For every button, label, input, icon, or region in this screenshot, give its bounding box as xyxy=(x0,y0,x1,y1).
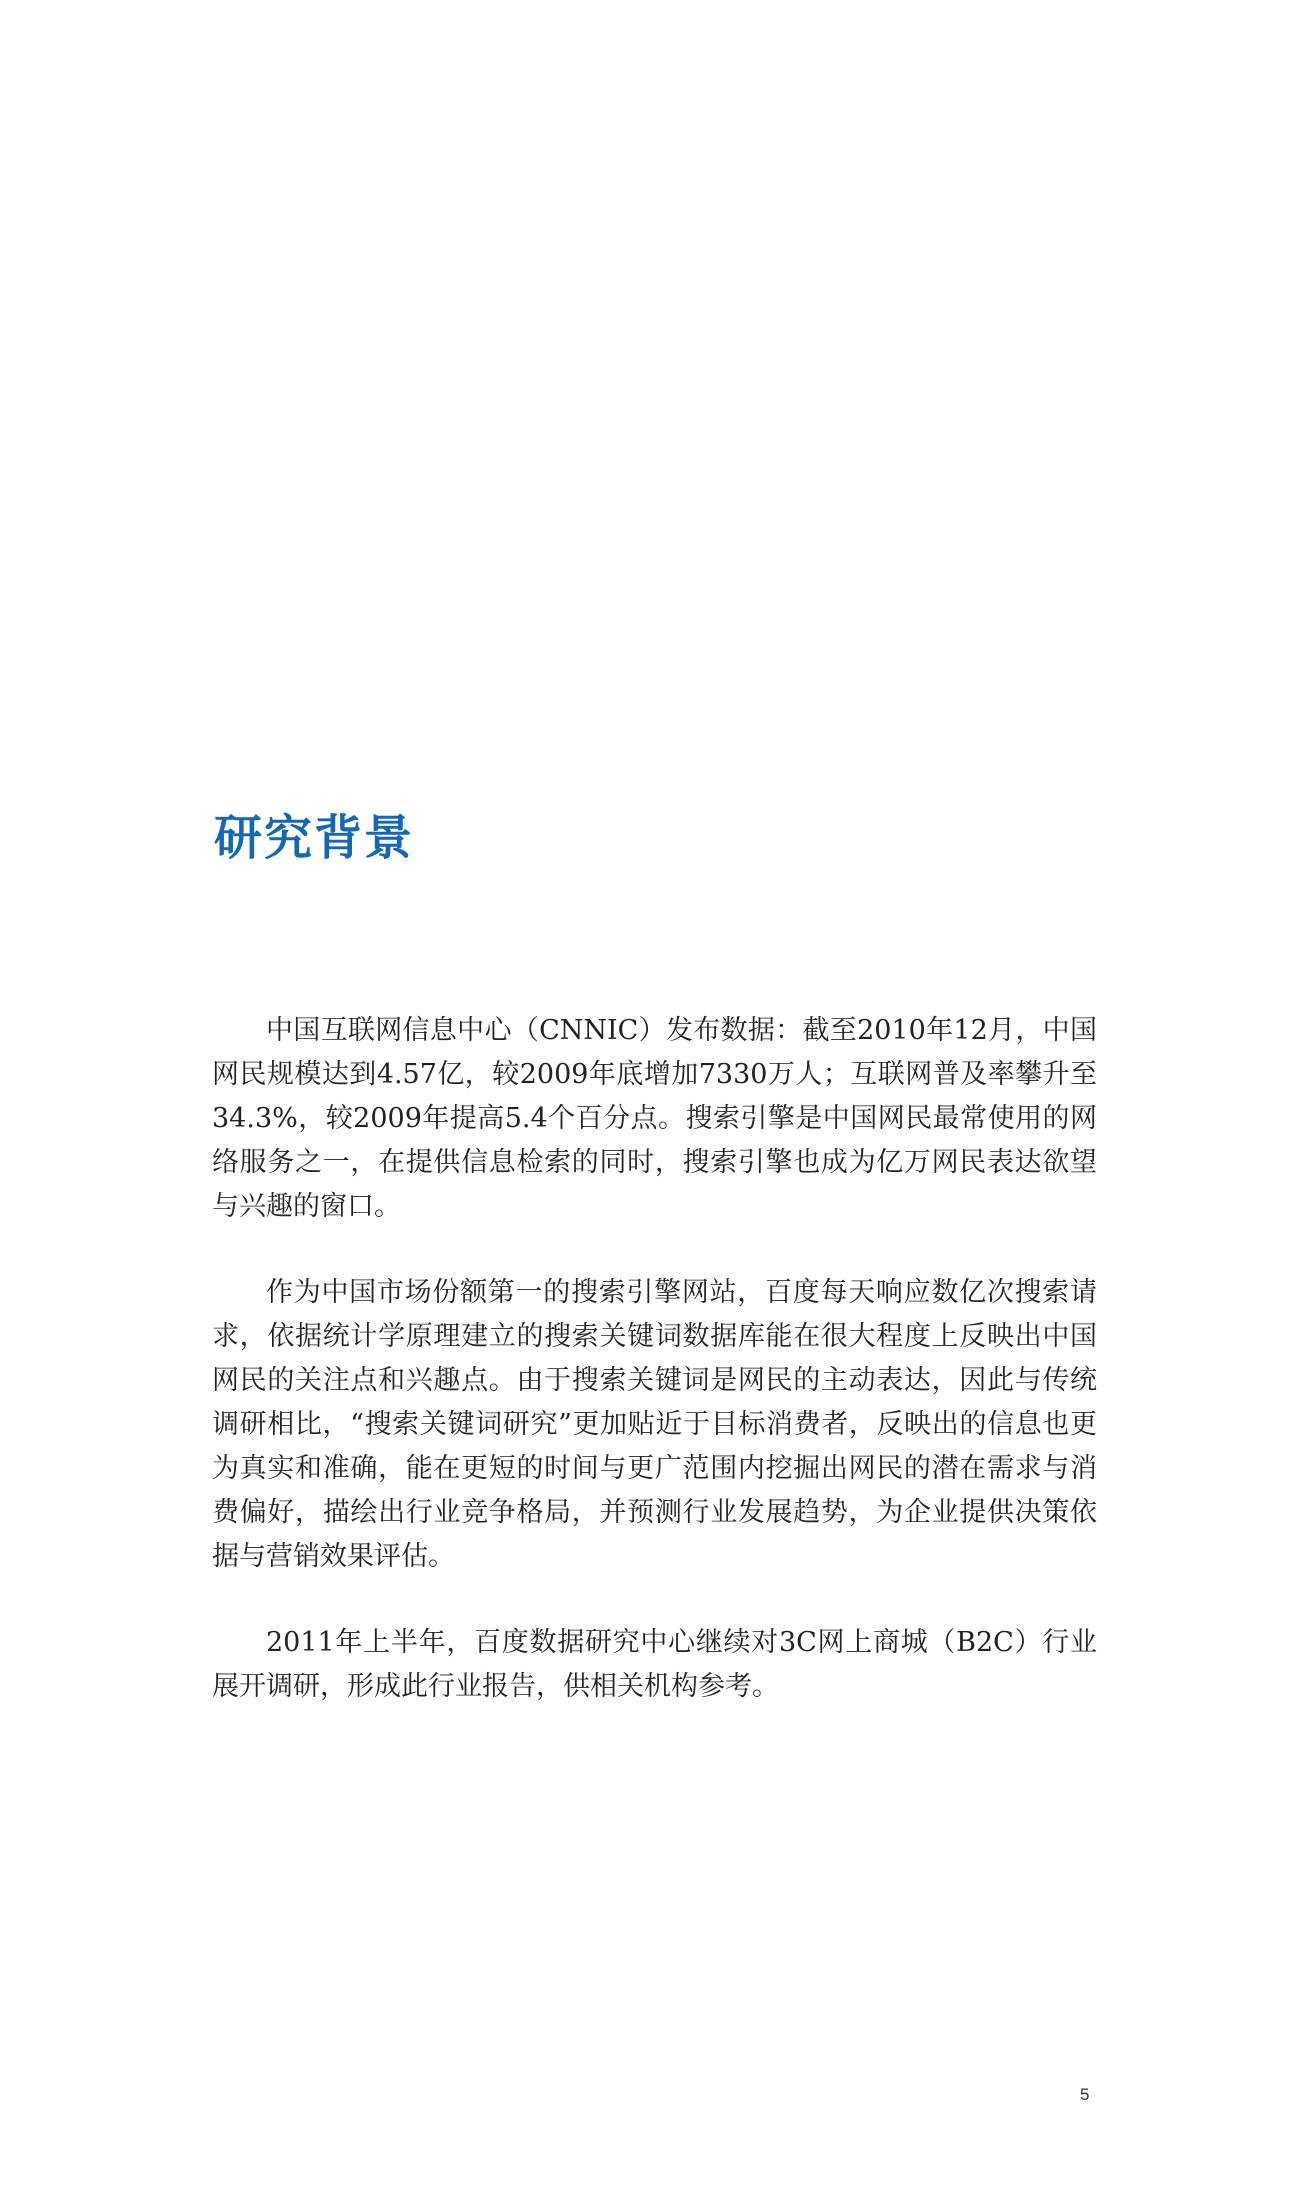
page-number: 5 xyxy=(1080,2085,1090,2104)
paragraph-report-purpose: 2011年上半年，百度数据研究中心继续对3C网上商城（B2C）行业展开调研，形成此行业报告，供相关机构参考。 xyxy=(212,1627,1097,1702)
section-title: 研究背景 xyxy=(214,810,415,866)
paragraph-baidu-search-research: 作为中国市场份额第一的搜索引擎网站，百度每天响应数亿次搜索请求，依据统计学原理建立的搜索关键词数据库能在很大程度上反映出中国网民的关注点和兴趣点。由于搜索关键词是网民的主动表达，因此与传统调研相比，“搜索关键词研究”更加贴近于目标消费者，反映出的信息也更为真实和准确，能在更短的时间与更广范围内挖掘出网民的潜在需求与消费偏好，描绘出行业竞争格局，并预测行业发展趋势，为企业提供决策依据与营销效果评估。 xyxy=(212,1277,1097,1572)
body-text xyxy=(212,1009,1097,1751)
paragraph-cnnic-statistics: 中国互联网信息中心（CNNIC）发布数据：截至2010年12月，中国网民规模达到4.57亿，较2009年底增加7330万人；互联网普及率攀升至34.3%，较2009年提高5.4个百分点。搜索引擎是中国网民最常使用的网络服务之一，在提供信息检索的同时，搜索引擎也成为亿万网民表达欲望与兴趣的窗口。 xyxy=(212,1015,1097,1222)
